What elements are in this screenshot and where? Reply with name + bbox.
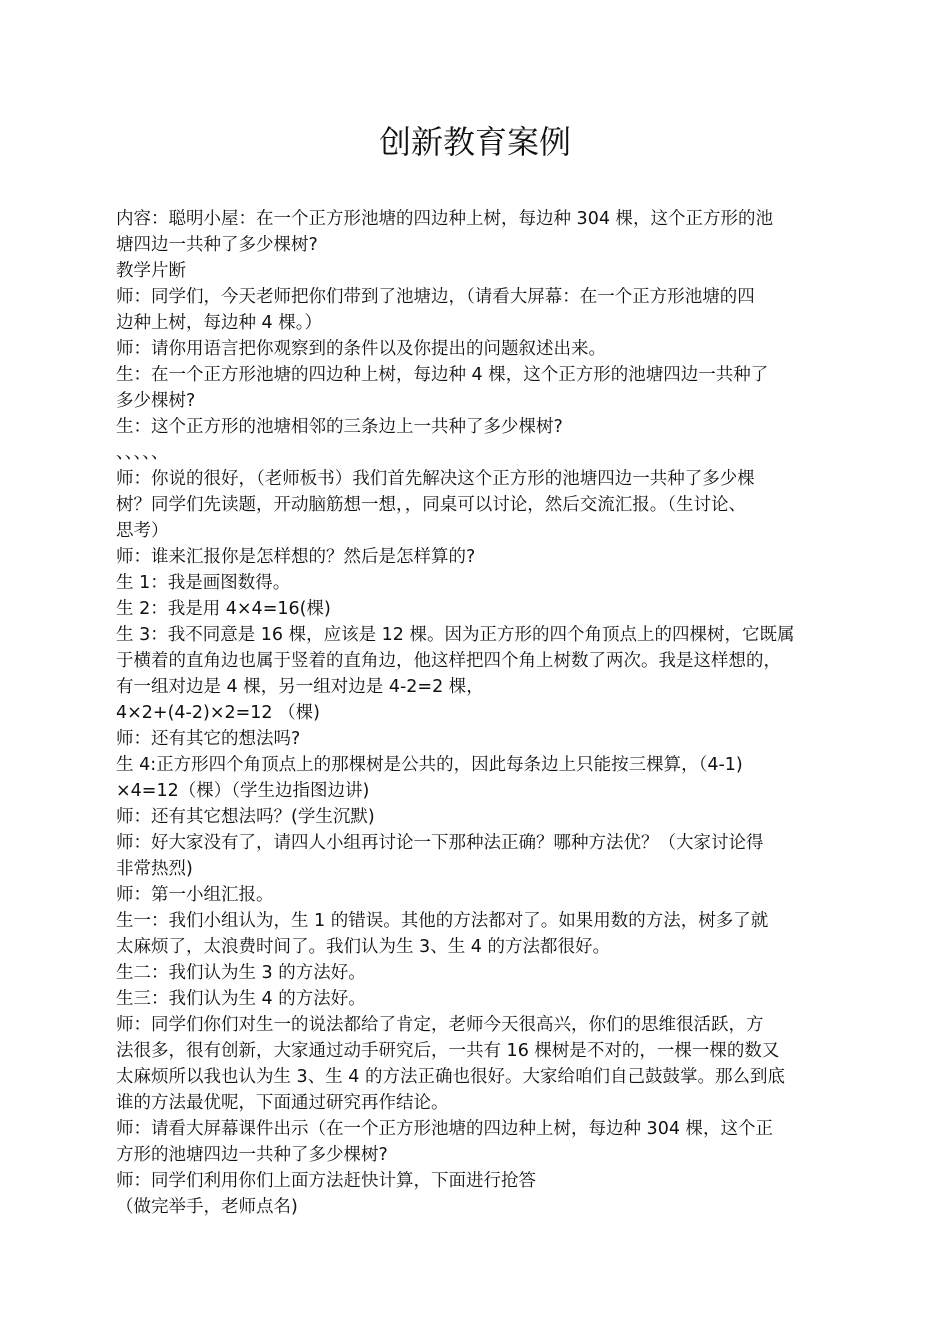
- text-line: 边种上树，每边种 4 棵。）: [116, 313, 323, 333]
- text-line: 树？同学们先读题，开动脑筋想一想，，同桌可以讨论，然后交流汇报。（生讨论、: [116, 495, 746, 515]
- text-line: 谁的方法最优呢，下面通过研究再作结论。: [116, 1093, 449, 1113]
- text-line: 生：这个正方形的池塘相邻的三条边上一共种了多少棵树?: [116, 417, 563, 437]
- text-line: 有一组对边是 4 棵，另一组对边是 4-2=2 棵，: [116, 677, 484, 697]
- text-line: 师：你说的很好，（老师板书）我们首先解决这个正方形的池塘四边一共种了多少棵: [116, 469, 755, 489]
- text-line: 太麻烦了，太浪费时间了。我们认为生 3、生 4 的方法都很好。: [116, 937, 610, 957]
- text-line: 思考）: [116, 521, 169, 541]
- text-line: 师：还有其它想法吗？(学生沉默): [116, 807, 375, 827]
- text-line: 塘四边一共种了多少棵树?: [116, 235, 318, 255]
- text-line: 方形的池塘四边一共种了多少棵树?: [116, 1145, 388, 1165]
- document-body: [116, 206, 832, 1220]
- text-line: 4×2+(4-2)×2=12 （棵): [116, 703, 320, 723]
- text-line: 师：同学们，今天老师把你们带到了池塘边，（请看大屏幕：在一个正方形池塘的四: [116, 287, 755, 307]
- text-line: 师：请你用语言把你观察到的条件以及你提出的问题叙述出来。: [116, 339, 606, 359]
- text-line: （做完举手，老师点名): [116, 1197, 298, 1217]
- text-line: 生 4:正方形四个角顶点上的那棵树是公共的，因此每条边上只能按三棵算，（4-1): [116, 755, 743, 775]
- text-line: 师：同学们你们对生一的说法都给了肯定，老师今天很高兴，你们的思维很活跃，方: [116, 1015, 764, 1035]
- text-line: ×4=12（棵）（学生边指图边讲): [116, 781, 370, 801]
- text-line: 师：同学们利用你们上面方法赶快计算，下面进行抢答: [116, 1171, 536, 1191]
- text-line: 、、、、、: [116, 443, 169, 463]
- text-line: 师：好大家没有了，请四人小组再讨论一下那种法正确？哪种方法优？（大家讨论得: [116, 833, 764, 853]
- text-line: 生 2：我是用 4×4=16(棵): [116, 599, 331, 619]
- text-line: 非常热烈): [116, 859, 193, 879]
- text-line: 多少棵树?: [116, 391, 196, 411]
- text-line: 师：请看大屏幕课件出示（在一个正方形池塘的四边种上树，每边种 304 棵，这个正: [116, 1119, 774, 1139]
- text-line: 生 1：我是画图数得。: [116, 573, 291, 593]
- text-line: 师：谁来汇报你是怎样想的？然后是怎样算的?: [116, 547, 476, 567]
- text-line: 内容：聪明小屋：在一个正方形池塘的四边种上树，每边种 304 棵，这个正方形的池: [116, 209, 774, 229]
- document-title: 创新教育案例: [378, 123, 571, 161]
- text-line: 生三：我们认为生 4 的方法好。: [116, 989, 366, 1009]
- text-line: 生：在一个正方形池塘的四边种上树，每边种 4 棵，这个正方形的池塘四边一共种了: [116, 365, 769, 385]
- text-line: 于横着的直角边也属于竖着的直角边，他这样把四个角上树数了两次。我是这样想的，: [116, 651, 781, 671]
- text-line: 法很多，很有创新，大家通过动手研究后，一共有 16 棵树是不对的，一棵一棵的数又: [116, 1041, 780, 1061]
- text-line: 生一：我们小组认为，生 1 的错误。其他的方法都对了。如果用数的方法，树多了就: [116, 911, 769, 931]
- text-line: 教学片断: [116, 261, 186, 281]
- text-line: 师：还有其它的想法吗?: [116, 729, 301, 749]
- text-line: 生二：我们认为生 3 的方法好。: [116, 963, 366, 983]
- text-line: 太麻烦所以我也认为生 3、生 4 的方法正确也很好。大家给咱们自己鼓鼓掌。那么到底: [116, 1067, 785, 1087]
- text-line: 生 3：我不同意是 16 棵，应该是 12 棵。因为正方形的四个角顶点上的四棵树，它既属: [116, 625, 795, 645]
- text-line: 师：第一小组汇报。: [116, 885, 274, 905]
